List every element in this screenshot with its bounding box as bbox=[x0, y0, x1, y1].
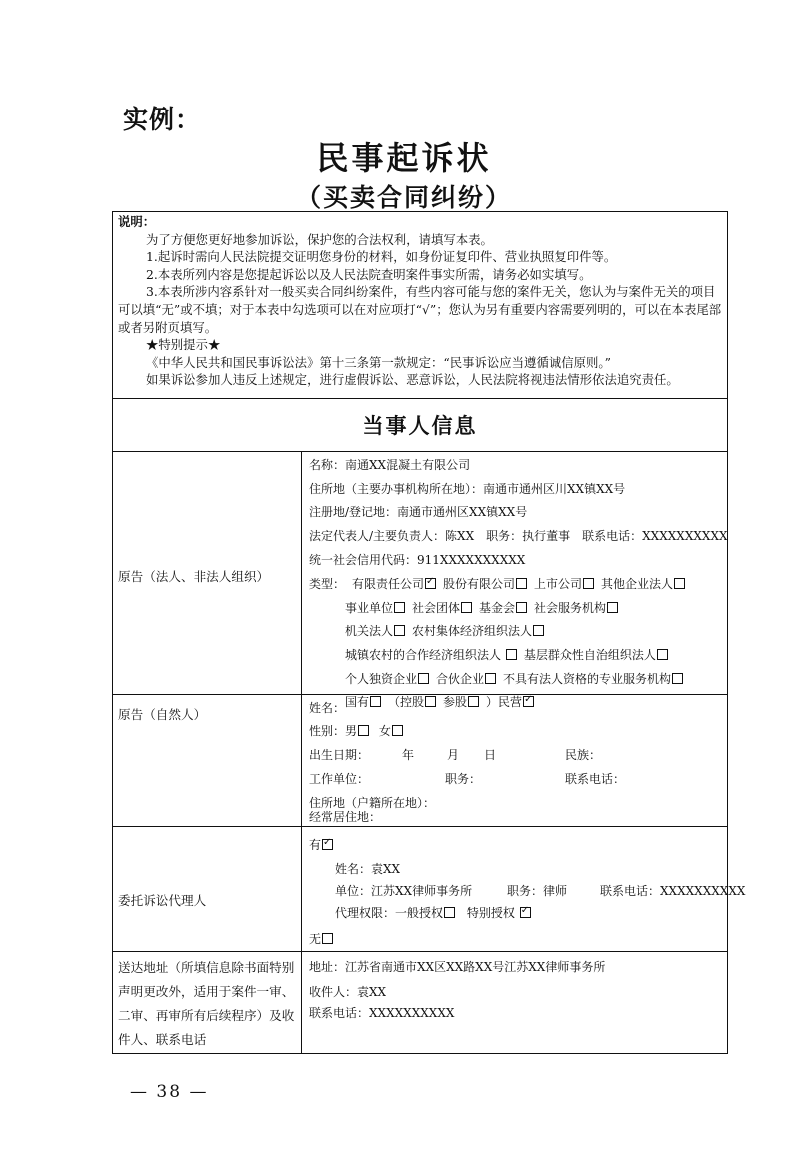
type-option-label: 国有 bbox=[345, 695, 370, 709]
org-representative: 法定代表人/主要负责人：陈XX 职务：执行董事 联系电话：XXXXXXXXXX bbox=[309, 529, 728, 543]
person-name: 姓名： bbox=[309, 701, 346, 715]
agent-none-checkbox[interactable] bbox=[322, 933, 333, 944]
service-recipient: 收件人：袁XX bbox=[309, 985, 387, 999]
type-option-label: 有限责任公司 bbox=[352, 577, 425, 591]
person-gender bbox=[309, 722, 403, 739]
org-type-label: 类型： bbox=[309, 577, 346, 591]
type-option-checkbox[interactable] bbox=[607, 602, 618, 613]
instruction-line: 《中华人民共和国民事诉讼法》第十三条第一款规定：“民事诉讼应当遵循诚信原则。” bbox=[146, 354, 611, 370]
instruction-line: 如果诉讼参加人违反上述规定，进行虚假诉讼、恶意诉讼，人民法院将视违法情形依法追究责任。 bbox=[146, 372, 679, 388]
type-option-label: 个人独资企业 bbox=[345, 672, 418, 686]
agent-none bbox=[309, 930, 333, 947]
example-label: 实例： bbox=[123, 105, 202, 134]
type-option-label: ）民营 bbox=[486, 695, 523, 709]
document-title: 民事起诉状 bbox=[316, 139, 492, 177]
type-option-label: （控股 bbox=[388, 695, 425, 709]
plaintiff-org-label: 原告（法人、非法人组织） bbox=[118, 569, 270, 584]
document-subtitle: （买卖合同纠纷） bbox=[295, 183, 512, 212]
phone-label: 联系电话： bbox=[565, 772, 626, 786]
workplace-label: 工作单位： bbox=[309, 772, 370, 786]
type-option-checkbox[interactable] bbox=[657, 649, 668, 660]
type-option-checkbox[interactable] bbox=[485, 673, 496, 684]
type-option-label: 股份有限公司 bbox=[443, 577, 516, 591]
agent-none-label: 无 bbox=[309, 932, 322, 946]
birth-date-label: 出生日期： bbox=[309, 748, 370, 762]
column-divider bbox=[301, 451, 302, 1054]
type-option-checkbox[interactable] bbox=[425, 696, 436, 707]
agent-position: 职务：律师 bbox=[507, 884, 568, 898]
type-option-label: 机关法人 bbox=[345, 624, 394, 638]
male-checkbox[interactable] bbox=[358, 725, 369, 736]
gender-male-label: 性别：男 bbox=[309, 724, 358, 738]
type-option-label: 农村集体经济组织法人 bbox=[412, 624, 533, 638]
agent-has-checkbox[interactable] bbox=[322, 839, 333, 850]
type-option-checkbox[interactable] bbox=[425, 578, 436, 589]
type-option-checkbox[interactable] bbox=[418, 673, 429, 684]
type-option-row bbox=[345, 670, 683, 687]
agent-authority bbox=[335, 904, 531, 921]
type-option-checkbox[interactable] bbox=[394, 602, 405, 613]
org-address: 住所地（主要办事机构所在地）：南通市通州区川XX镇XX号 bbox=[309, 482, 626, 496]
type-option-checkbox[interactable] bbox=[523, 696, 534, 707]
type-option-checkbox[interactable] bbox=[468, 696, 479, 707]
type-option-label: 社会服务机构 bbox=[534, 601, 607, 615]
divider bbox=[112, 398, 728, 399]
habitual-residence-label: 经常居住地： bbox=[309, 810, 382, 824]
type-option-checkbox[interactable] bbox=[394, 625, 405, 636]
type-option-row bbox=[345, 646, 668, 663]
type-option-row bbox=[345, 693, 534, 710]
special-authority-checkbox[interactable] bbox=[520, 907, 531, 918]
ethnicity-label: 民族： bbox=[565, 748, 602, 762]
birth-month: 月 bbox=[447, 748, 460, 762]
agent-has bbox=[309, 836, 333, 853]
divider bbox=[112, 826, 728, 827]
instruction-line: 3.本表所涉内容系针对一般买卖合同纠纷案件，有些内容可能与您的案件无关，您认为与案件无关的项目可以填“无”或不填；对于本表中勾选项可以在对应项打“√”；您认为另有重要内容需要列明的，可以在本表尾部或者另附页填写。 bbox=[118, 284, 722, 335]
type-option-checkbox[interactable] bbox=[506, 649, 517, 660]
type-option-label: 基金会 bbox=[479, 601, 516, 615]
special-authority-label: 特别授权 bbox=[466, 906, 515, 920]
type-option-label: 上市公司 bbox=[534, 577, 583, 591]
agent-has-label: 有 bbox=[309, 838, 322, 852]
org-registered-address: 注册地/登记地：南通市通州区XX镇XX号 bbox=[309, 505, 528, 519]
birth-year: 年 bbox=[402, 748, 415, 762]
agent-unit: 单位：江苏XX律师事务所 bbox=[335, 884, 473, 898]
general-authority-checkbox[interactable] bbox=[444, 907, 455, 918]
type-option-label: 其他企业法人 bbox=[601, 577, 674, 591]
agent-name: 姓名：袁XX bbox=[335, 862, 401, 876]
instruction-line: 2.本表所列内容是您提起诉讼以及人民法院查明案件事实所需，请务必如实填写。 bbox=[146, 266, 592, 282]
service-address-label: 送达地址（所填信息除书面特别声明更改外，适用于案件一审、二审、再审所有后续程序）及收件人、联系电话 bbox=[118, 960, 295, 1047]
type-option-checkbox[interactable] bbox=[516, 602, 527, 613]
page-number: — 38 — bbox=[130, 1082, 209, 1102]
type-option-label: 参股 bbox=[443, 695, 468, 709]
special-notice: ★特别提示★ bbox=[146, 337, 221, 353]
type-option-label: 事业单位 bbox=[345, 601, 394, 615]
type-option-label: 不具有法人资格的专业服务机构 bbox=[503, 672, 672, 686]
divider bbox=[112, 951, 728, 952]
position-label: 职务： bbox=[445, 772, 482, 786]
residence-label: 住所地（户籍所在地）： bbox=[309, 796, 436, 810]
general-authority-label: 代理权限：一般授权 bbox=[335, 906, 444, 920]
type-option-label: 基层群众性自治组织法人 bbox=[523, 648, 656, 662]
gender-female-label: 女 bbox=[378, 724, 391, 738]
instruction-line: 1.起诉时需向人民法院提交证明您身份的材料，如身份证复印件、营业执照复印件等。 bbox=[146, 249, 617, 265]
service-address: 地址：江苏省南通市XX区XX路XX号江苏XX律师事务所 bbox=[309, 960, 606, 974]
instructions bbox=[118, 213, 722, 389]
type-option-checkbox[interactable] bbox=[674, 578, 685, 589]
divider bbox=[112, 451, 728, 452]
type-option-row bbox=[345, 599, 618, 616]
plaintiff-person-label: 原告（自然人） bbox=[118, 707, 207, 722]
service-phone: 联系电话：XXXXXXXXXX bbox=[309, 1006, 455, 1020]
agent-label: 委托诉讼代理人 bbox=[118, 893, 207, 908]
type-option-checkbox[interactable] bbox=[533, 625, 544, 636]
type-option-row bbox=[345, 622, 544, 639]
org-credit-code: 统一社会信用代码：911XXXXXXXXXX bbox=[309, 553, 526, 567]
type-option-checkbox[interactable] bbox=[672, 673, 683, 684]
type-option-checkbox[interactable] bbox=[370, 696, 381, 707]
instructions-heading: 说明： bbox=[118, 214, 156, 229]
type-option-row bbox=[352, 575, 685, 592]
type-option-checkbox[interactable] bbox=[516, 578, 527, 589]
type-option-label: 合伙企业 bbox=[436, 672, 485, 686]
org-name: 名称：南通XX混凝土有限公司 bbox=[309, 458, 471, 472]
female-checkbox[interactable] bbox=[392, 725, 403, 736]
section-title: 当事人信息 bbox=[362, 414, 478, 438]
agent-phone: 联系电话：XXXXXXXXXX bbox=[600, 884, 746, 898]
type-option-checkbox[interactable] bbox=[461, 602, 472, 613]
type-option-label: 社会团体 bbox=[412, 601, 461, 615]
birth-day: 日 bbox=[484, 748, 497, 762]
type-option-checkbox[interactable] bbox=[583, 578, 594, 589]
instruction-line: 为了方便您更好地参加诉讼，保护您的合法权利，请填写本表。 bbox=[146, 231, 493, 247]
type-option-label: 城镇农村的合作经济组织法人 bbox=[345, 648, 505, 662]
